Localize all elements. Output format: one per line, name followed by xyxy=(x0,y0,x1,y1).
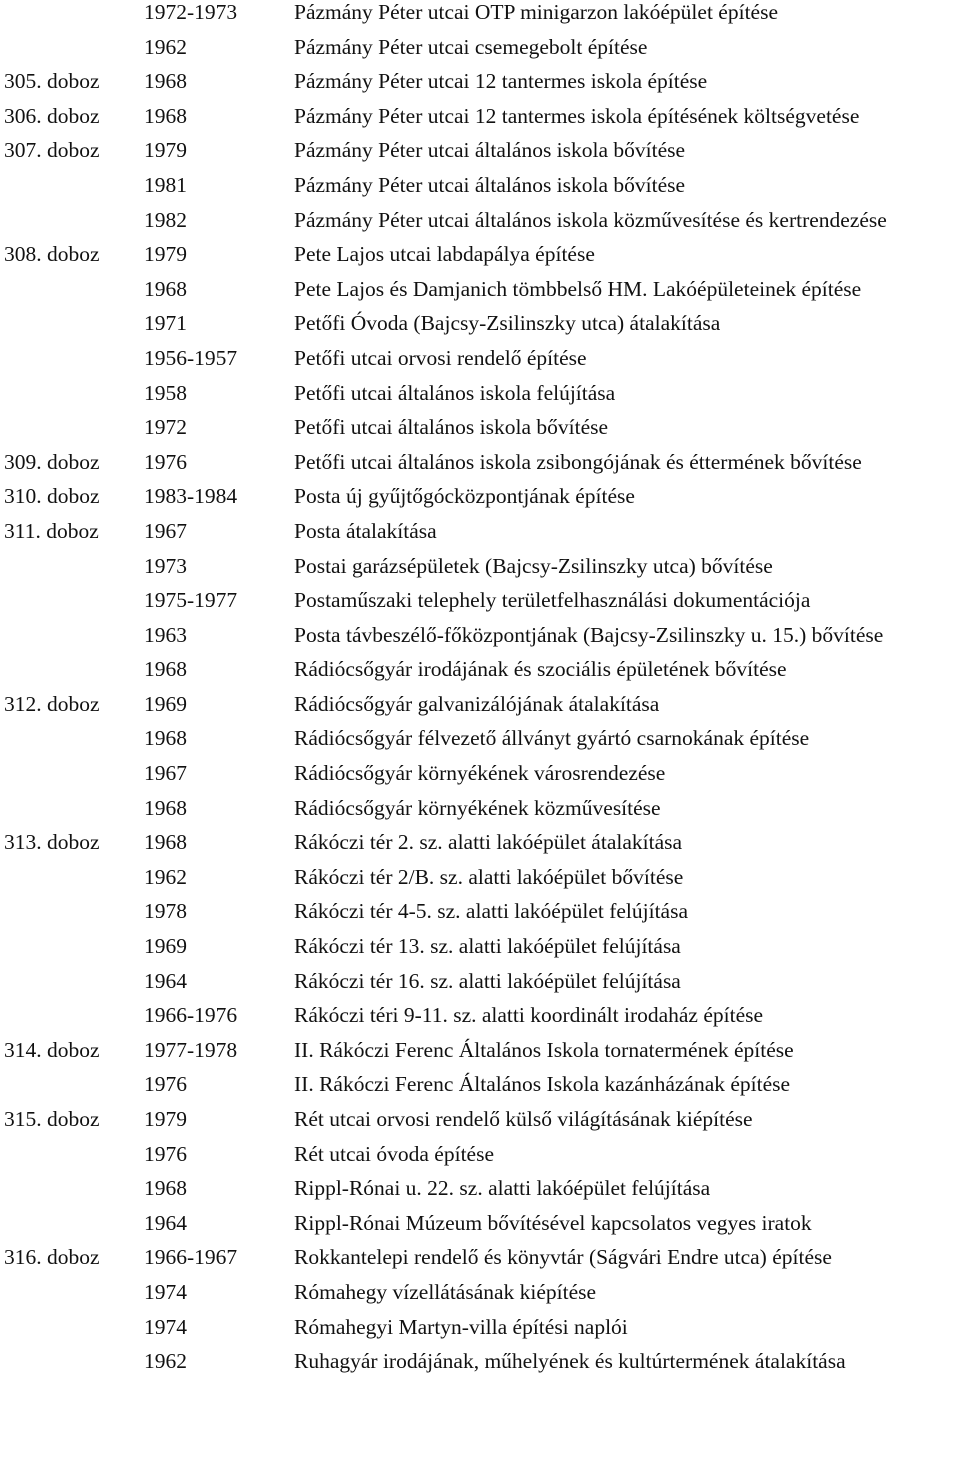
year-range: 1979 xyxy=(144,242,187,267)
item-description: Pázmány Péter utcai OTP minigarzon lakóépület építése xyxy=(294,0,778,24)
box-number: 308. doboz xyxy=(4,242,100,267)
year-range: 1973 xyxy=(144,553,187,578)
year-range: 1972 xyxy=(144,415,187,440)
box-number: 315. doboz xyxy=(4,1107,100,1131)
item-description: Pázmány Péter utcai 12 tantermes iskola építésének költségvetése xyxy=(294,103,860,128)
box-number: 310. doboz xyxy=(4,484,100,509)
inventory-row xyxy=(0,1001,960,1030)
item-description: II. Rákóczi Ferenc Általános Iskola kazánházának építése xyxy=(294,1072,791,1097)
inventory-row xyxy=(0,33,960,62)
year-range: 1956-1957 xyxy=(144,345,238,370)
item-description: Rómahegy vízellátásának kiépítése xyxy=(294,1279,597,1304)
year-range: 1977-1978 xyxy=(144,1037,238,1062)
item-description: Rómahegyi Martyn-villa építési naplói xyxy=(294,1314,628,1339)
box-number: 314. doboz xyxy=(4,1037,100,1062)
inventory-row xyxy=(0,967,960,996)
item-description: Petőfi utcai általános iskola zsibongójának és éttermének bővítése xyxy=(294,449,862,474)
item-description: Rét utcai óvoda építése xyxy=(294,1141,494,1166)
item-description: Rákóczi tér 16. sz. alatti lakóépület felújítása xyxy=(294,968,681,993)
inventory-row xyxy=(0,932,960,961)
inventory-row xyxy=(0,1278,960,1307)
inventory-row xyxy=(0,413,960,442)
year-range: 1968 xyxy=(144,657,187,682)
item-description: Petőfi Óvoda (Bajcsy-Zsilinszky utca) átalakítása xyxy=(294,311,721,336)
year-range: 1966-1967 xyxy=(144,1245,238,1270)
inventory-row xyxy=(0,552,960,581)
inventory-row xyxy=(0,517,960,546)
year-range: 1979 xyxy=(144,138,187,163)
item-description: Petőfi utcai általános iskola felújítása xyxy=(294,380,616,405)
year-range: 1982 xyxy=(144,207,187,232)
year-range: 1968 xyxy=(144,276,187,301)
year-range: 1967 xyxy=(144,761,187,786)
year-range: 1958 xyxy=(144,380,187,405)
inventory-row xyxy=(0,586,960,615)
item-description: Rákóczi tér 2. sz. alatti lakóépület átalakítása xyxy=(294,830,683,855)
year-range: 1968 xyxy=(144,69,187,94)
item-description: II. Rákóczi Ferenc Általános Iskola tornatermének építése xyxy=(294,1037,794,1062)
year-range: 1962 xyxy=(144,1349,187,1374)
inventory-row xyxy=(0,655,960,684)
inventory-row xyxy=(0,690,960,719)
year-range: 1974 xyxy=(144,1314,187,1339)
year-range: 1976 xyxy=(144,449,187,474)
year-range: 1976 xyxy=(144,1141,187,1166)
year-range: 1968 xyxy=(144,103,187,128)
item-description: Rákóczi tér 4-5. sz. alatti lakóépület felújítása xyxy=(294,899,689,924)
inventory-row xyxy=(0,1070,960,1099)
inventory-row xyxy=(0,0,960,27)
box-number: 311. doboz xyxy=(4,518,99,543)
item-description: Rét utcai orvosi rendelő külső világításának kiépítése xyxy=(294,1107,753,1131)
inventory-row xyxy=(0,897,960,926)
inventory-row xyxy=(0,1313,960,1342)
inventory-row xyxy=(0,240,960,269)
box-number: 309. doboz xyxy=(4,449,100,474)
item-description: Rádiócsőgyár félvezető állványt gyártó csarnokának építése xyxy=(294,726,810,751)
year-range: 1964 xyxy=(144,1210,187,1235)
inventory-row xyxy=(0,379,960,408)
item-description: Pázmány Péter utcai csemegebolt építése xyxy=(294,34,648,59)
year-range: 1983-1984 xyxy=(144,484,238,509)
year-range: 1967 xyxy=(144,518,187,543)
inventory-row xyxy=(0,1174,960,1203)
year-range: 1966-1976 xyxy=(144,1003,238,1028)
year-range: 1978 xyxy=(144,899,187,924)
item-description: Posta átalakítása xyxy=(294,518,437,543)
box-number: 306. doboz xyxy=(4,103,100,128)
year-range: 1979 xyxy=(144,1107,187,1131)
year-range: 1971 xyxy=(144,311,187,336)
item-description: Ruhagyár irodájának, műhelyének és kultúrtermének átalakítása xyxy=(294,1349,846,1374)
inventory-row xyxy=(0,621,960,650)
inventory-row xyxy=(0,1036,960,1065)
item-description: Rádiócsőgyár környékének városrendezése xyxy=(294,761,666,786)
item-description: Petőfi utcai orvosi rendelő építése xyxy=(294,345,587,370)
item-description: Rákóczi téri 9-11. sz. alatti koordinált irodaház építése xyxy=(294,1003,764,1028)
inventory-row xyxy=(0,309,960,338)
inventory-row xyxy=(0,794,960,823)
item-description: Rákóczi tér 2/B. sz. alatti lakóépület bővítése xyxy=(294,864,684,889)
item-description: Rippl-Rónai Múzeum bővítésével kapcsolatos vegyes iratok xyxy=(294,1210,812,1235)
year-range: 1968 xyxy=(144,830,187,855)
inventory-row xyxy=(0,1105,960,1134)
inventory-row xyxy=(0,724,960,753)
inventory-row xyxy=(0,1347,960,1376)
item-description: Rippl-Rónai u. 22. sz. alatti lakóépület felújítása xyxy=(294,1176,711,1201)
inventory-row xyxy=(0,344,960,373)
item-description: Petőfi utcai általános iskola bővítése xyxy=(294,415,609,440)
item-description: Rákóczi tér 13. sz. alatti lakóépület felújítása xyxy=(294,934,681,959)
box-number: 316. doboz xyxy=(4,1245,100,1270)
inventory-row xyxy=(0,759,960,788)
inventory-row xyxy=(0,1243,960,1272)
box-number: 312. doboz xyxy=(4,691,100,716)
item-description: Rádiócsőgyár irodájának és szociális épületének bővítése xyxy=(294,657,787,682)
item-description: Pete Lajos utcai labdapálya építése xyxy=(294,242,595,267)
item-description: Rokkantelepi rendelő és könyvtár (Ságvári Endre utca) építése xyxy=(294,1245,832,1270)
year-range: 1964 xyxy=(144,968,187,993)
inventory-row xyxy=(0,1140,960,1169)
inventory-row xyxy=(0,828,960,857)
item-description: Pázmány Péter utcai általános iskola közművesítése és kertrendezése xyxy=(294,207,887,232)
year-range: 1962 xyxy=(144,34,187,59)
inventory-row xyxy=(0,136,960,165)
year-range: 1968 xyxy=(144,795,187,820)
inventory-row xyxy=(0,206,960,235)
box-number: 305. doboz xyxy=(4,69,100,94)
item-description: Pázmány Péter utcai általános iskola bővítése xyxy=(294,138,686,163)
year-range: 1968 xyxy=(144,726,187,751)
year-range: 1962 xyxy=(144,864,187,889)
item-description: Rádiócsőgyár galvanizálójának átalakítása xyxy=(294,691,660,716)
box-number: 307. doboz xyxy=(4,138,100,163)
item-description: Posta távbeszélő-főközpontjának (Bajcsy-Zsilinszky u. 15.) bővítése xyxy=(294,622,884,647)
inventory-row xyxy=(0,67,960,96)
inventory-row xyxy=(0,863,960,892)
item-description: Pázmány Péter utcai 12 tantermes iskola építése xyxy=(294,69,708,94)
year-range: 1972-1973 xyxy=(144,0,238,24)
year-range: 1974 xyxy=(144,1279,187,1304)
box-number: 313. doboz xyxy=(4,830,100,855)
inventory-row xyxy=(0,448,960,477)
item-description: Postaműszaki telephely területfelhasználási dokumentációja xyxy=(294,588,811,613)
year-range: 1975-1977 xyxy=(144,588,238,613)
inventory-row xyxy=(0,1209,960,1238)
year-range: 1981 xyxy=(144,172,187,197)
item-description: Rádiócsőgyár környékének közművesítése xyxy=(294,795,661,820)
year-range: 1969 xyxy=(144,934,187,959)
year-range: 1968 xyxy=(144,1176,187,1201)
item-description: Pázmány Péter utcai általános iskola bővítése xyxy=(294,172,686,197)
inventory-row xyxy=(0,275,960,304)
year-range: 1976 xyxy=(144,1072,187,1097)
year-range: 1963 xyxy=(144,622,187,647)
inventory-row xyxy=(0,102,960,131)
item-description: Postai garázsépületek (Bajcsy-Zsilinszky utca) bővítése xyxy=(294,553,773,578)
year-range: 1969 xyxy=(144,691,187,716)
item-description: Posta új gyűjtőgócközpontjának építése xyxy=(294,484,635,509)
inventory-row xyxy=(0,482,960,511)
inventory-row xyxy=(0,171,960,200)
item-description: Pete Lajos és Damjanich tömbbelső HM. Lakóépületeinek építése xyxy=(294,276,862,301)
